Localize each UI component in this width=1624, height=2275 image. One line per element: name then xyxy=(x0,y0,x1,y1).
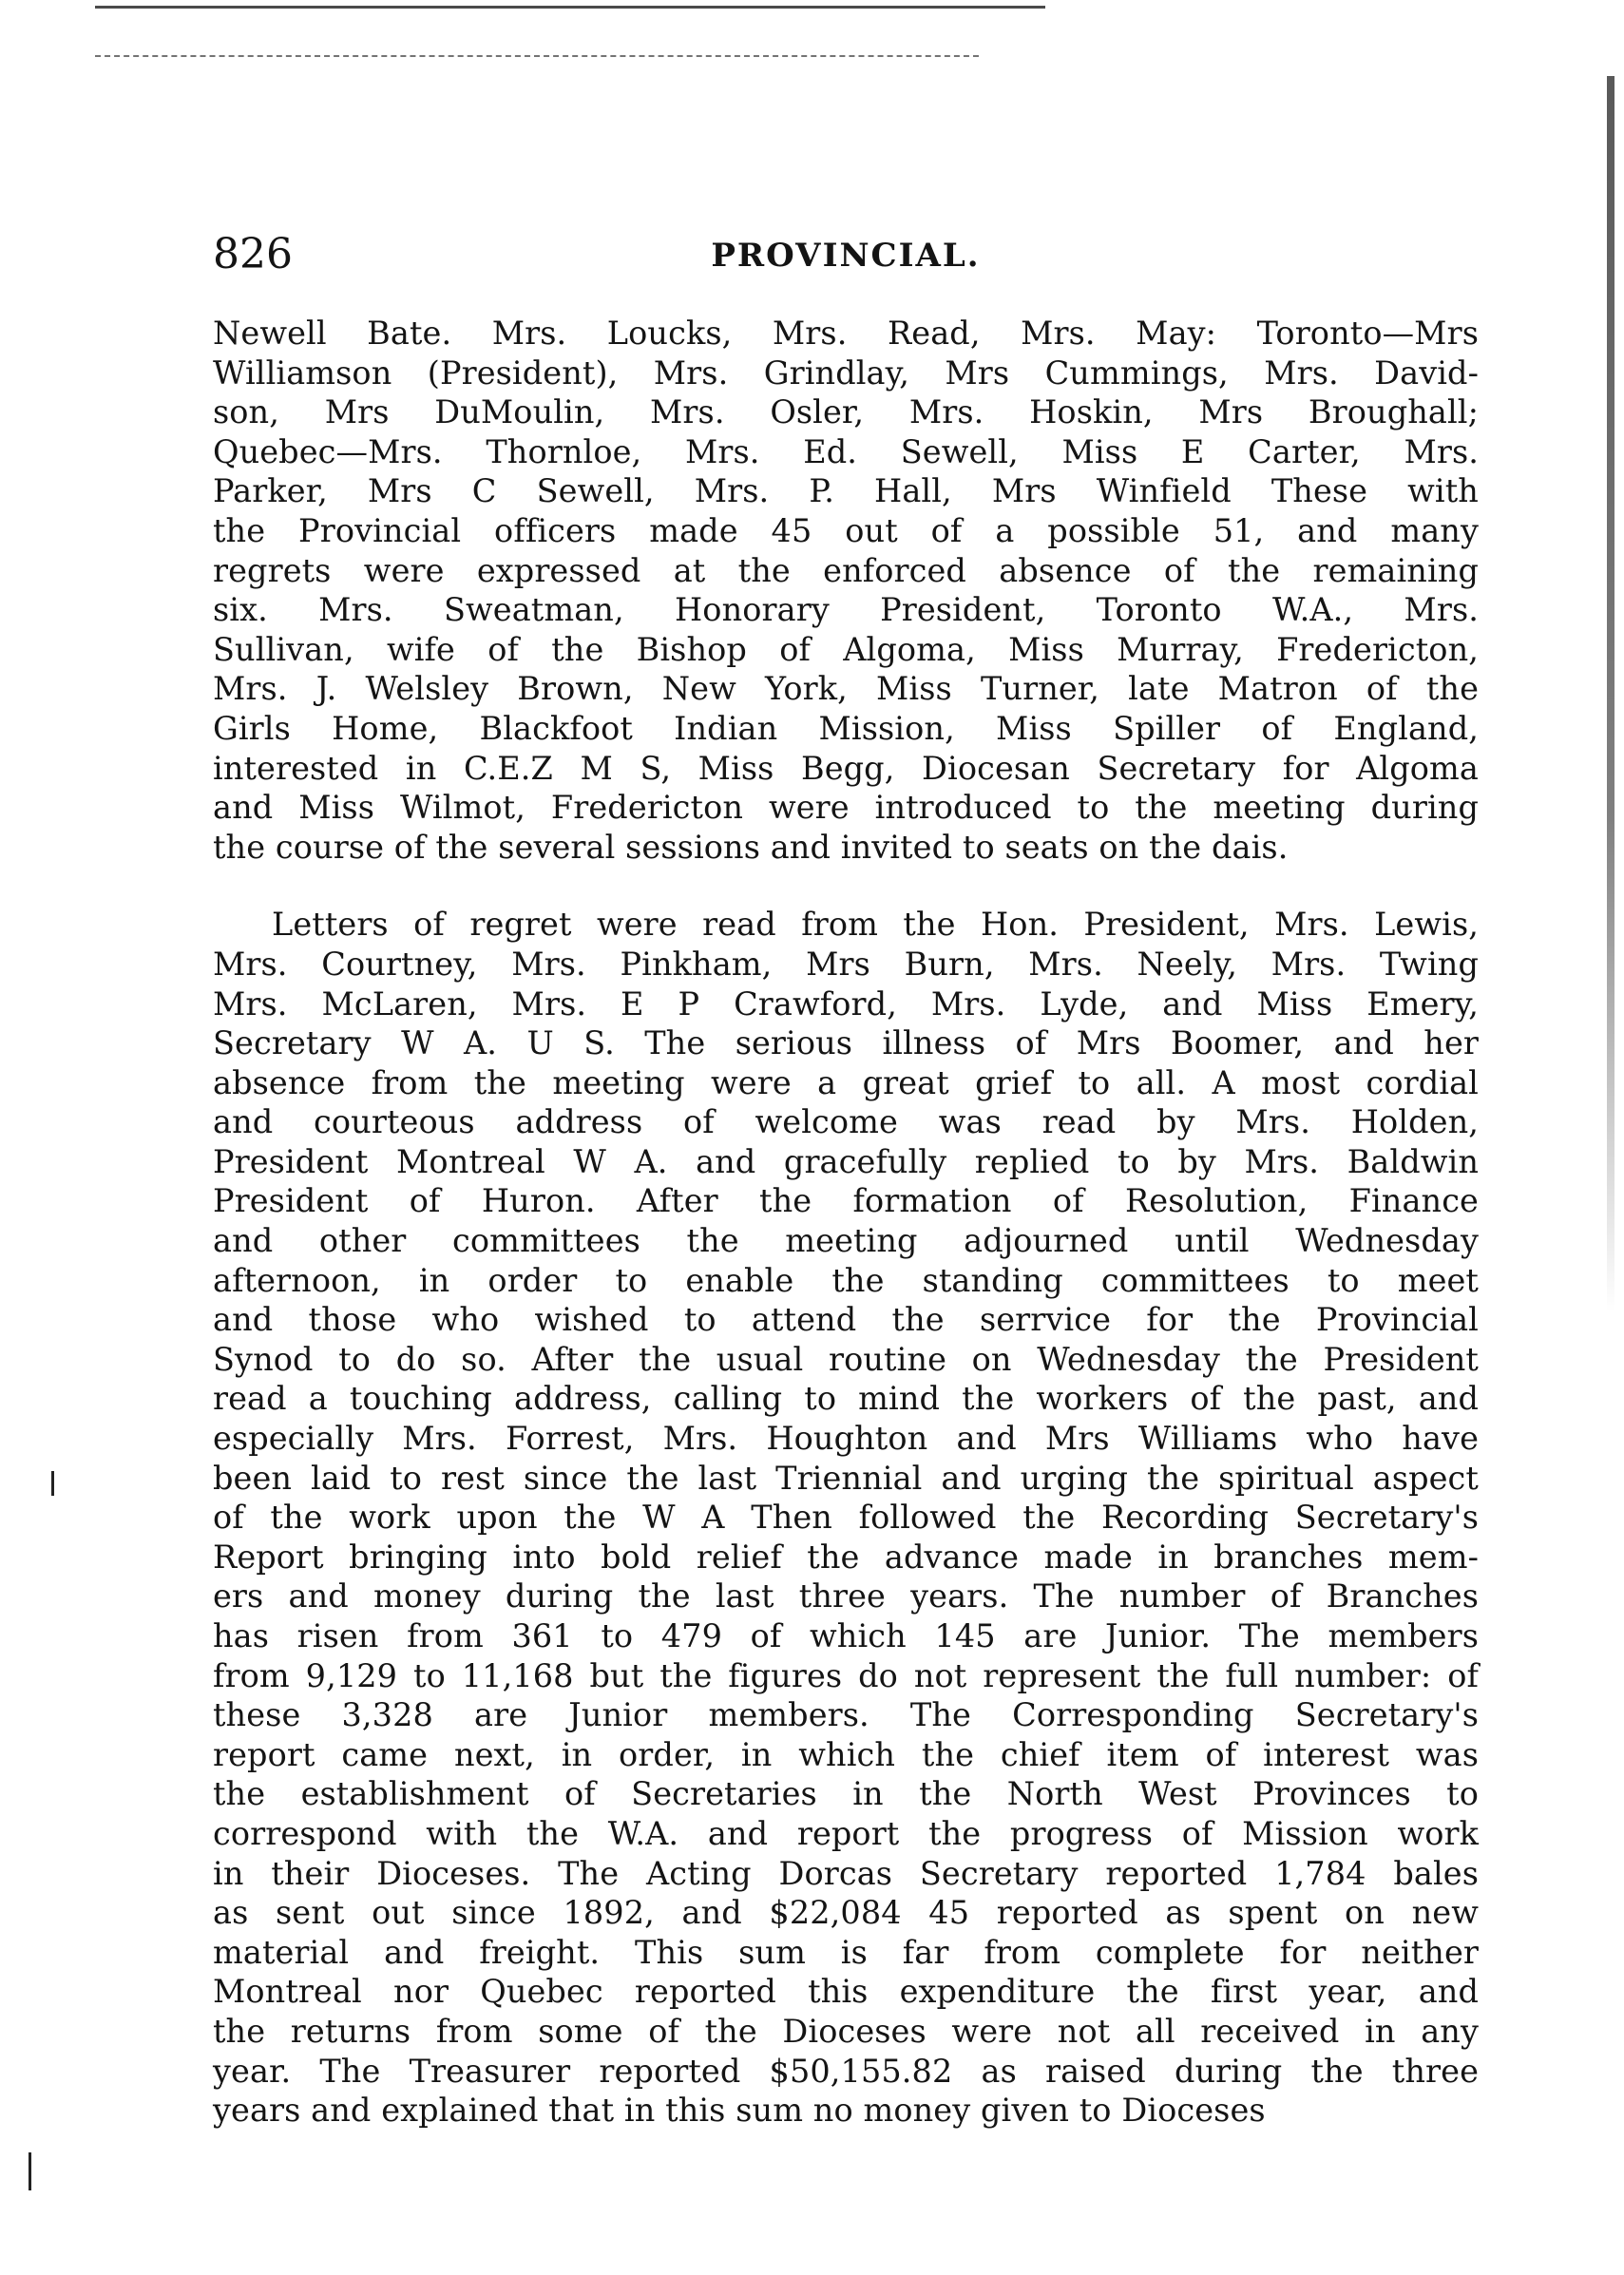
text-line: Synod to do so. After the usual routine on Wednesday the President xyxy=(213,1340,1479,1378)
paragraph xyxy=(213,314,1479,867)
text-line: years and explained that in this sum no money given to Dioceses xyxy=(213,2092,1266,2130)
text-line: the Provincial officers made 45 out of a possible 51, and many xyxy=(213,511,1479,549)
text-line: Newell Bate. Mrs. Loucks, Mrs. Read, Mrs. May: Toronto—Mrs xyxy=(213,315,1479,352)
text-line: six. Mrs. Sweatman, Honorary President, Toronto W.A., Mrs. xyxy=(213,591,1479,629)
text-line: Mrs. J. Welsley Brown, New York, Miss Turner, late Matron of the xyxy=(213,670,1479,708)
scan-artifact-top xyxy=(95,6,1045,28)
text-line: ers and money during the last three years. The number of Branches xyxy=(213,1577,1479,1615)
page-number: 826 xyxy=(213,230,293,278)
text-line: and courteous address of welcome was read by Mrs. Holden, xyxy=(213,1103,1479,1141)
text-line: Girls Home, Blackfoot Indian Mission, Miss Spiller of England, xyxy=(213,709,1479,747)
text-line: President of Huron. After the formation of Resolution, Finance xyxy=(213,1182,1479,1220)
text-line: interested in C.E.Z M S, Miss Begg, Diocesan Secretary for Algoma xyxy=(213,749,1479,787)
text-line: correspond with the W.A. and report the progress of Mission work xyxy=(213,1814,1479,1852)
text-line: material and freight. This sum is far from complete for neither xyxy=(213,1933,1479,1971)
text-line: President Montreal W A. and gracefully replied to by Mrs. Baldwin xyxy=(213,1142,1479,1180)
text-line: report came next, in order, in which the chief item of interest was xyxy=(213,1735,1479,1773)
paragraph xyxy=(213,905,1479,2130)
text-line: Letters of regret were read from the Hon. President, Mrs. Lewis, xyxy=(272,906,1479,944)
text-line: absence from the meeting were a great grief to all. A most cordial xyxy=(213,1063,1479,1101)
text-line: Sullivan, wife of the Bishop of Algoma, Miss Murray, Fredericton, xyxy=(213,630,1479,668)
text-line: the establishment of Secretaries in the North West Provinces to xyxy=(213,1775,1479,1813)
text-line: and Miss Wilmot, Fredericton were introduced to the meeting during xyxy=(213,789,1479,827)
text-line: and other committees the meeting adjourned until Wednesday xyxy=(213,1222,1479,1260)
text-line: afternoon, in order to enable the standing committees to meet xyxy=(213,1261,1479,1299)
text-line: as sent out since 1892, and $22,084 45 reported as spent on new xyxy=(213,1894,1479,1932)
text-line: of the work upon the W A Then followed the Recording Secretary's xyxy=(213,1499,1479,1537)
text-line: Williamson (President), Mrs. Grindlay, Mrs Cummings, Mrs. David- xyxy=(213,354,1479,392)
text-line: and those who wished to attend the serrvice for the Provincial xyxy=(213,1301,1479,1339)
margin-mark xyxy=(51,1471,54,1496)
text-line: Quebec—Mrs. Thornloe, Mrs. Ed. Sewell, Miss E Carter, Mrs. xyxy=(213,432,1479,470)
margin-mark xyxy=(29,2152,31,2190)
text-line: Mrs. Courtney, Mrs. Pinkham, Mrs Burn, Mrs. Neely, Mrs. Twing xyxy=(213,945,1479,983)
text-line: Report bringing into bold relief the advance made in branches mem- xyxy=(213,1538,1479,1576)
text-line: in their Dioceses. The Acting Dorcas Secretary reported 1,784 bales xyxy=(213,1854,1479,1892)
scan-artifact-rule xyxy=(95,55,979,57)
text-line: read a touching address, calling to mind the workers of the past, and xyxy=(213,1380,1479,1418)
text-line: has risen from 361 to 479 of which 145 are Junior. The members xyxy=(213,1617,1479,1654)
running-head: PROVINCIAL. xyxy=(711,237,981,275)
text-line: the course of the several sessions and invited to seats on the dais. xyxy=(213,828,1289,866)
body-text xyxy=(213,314,1479,2131)
text-line: regrets were expressed at the enforced absence of the remaining xyxy=(213,551,1479,589)
text-line: been laid to rest since the last Triennial and urging the spiritual aspect xyxy=(213,1459,1479,1497)
scan-artifact-edge xyxy=(1607,76,1614,1311)
text-line: Secretary W A. U S. The serious illness of Mrs Boomer, and her xyxy=(213,1024,1479,1062)
text-line: Montreal nor Quebec reported this expenditure the first year, and xyxy=(213,1973,1479,2011)
text-line: from 9,129 to 11,168 but the figures do not represent the full number: of xyxy=(213,1656,1479,1694)
text-line: son, Mrs DuMoulin, Mrs. Osler, Mrs. Hoskin, Mrs Broughall; xyxy=(213,393,1479,431)
text-line: the returns from some of the Dioceses were not all received in any xyxy=(213,2012,1479,2050)
text-line: Mrs. McLaren, Mrs. E P Crawford, Mrs. Lyde, and Miss Emery, xyxy=(213,985,1479,1023)
page-header xyxy=(213,231,1479,278)
text-line: these 3,328 are Junior members. The Corresponding Secretary's xyxy=(213,1696,1479,1734)
text-line: especially Mrs. Forrest, Mrs. Houghton and Mrs Williams who have xyxy=(213,1420,1479,1458)
text-line: year. The Treasurer reported $50,155.82 as raised during the three xyxy=(213,2052,1479,2090)
text-line: Parker, Mrs C Sewell, Mrs. P. Hall, Mrs Winfield These with xyxy=(213,472,1479,510)
